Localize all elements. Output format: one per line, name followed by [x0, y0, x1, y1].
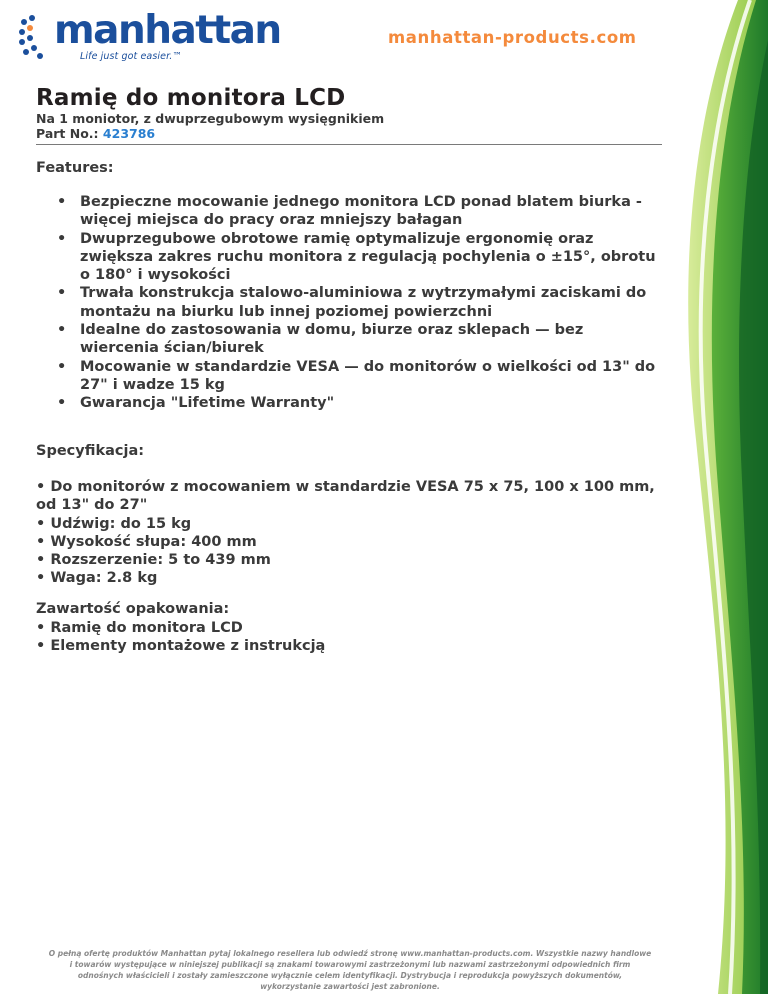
package-item: • Elementy montażowe z instrukcją: [36, 638, 326, 655]
product-title: Ramię do monitora LCD: [36, 85, 346, 111]
manhattan-logo: [18, 8, 281, 68]
footer-line: i towarów występujące w niniejszej publikacji są znakami towarowymi zastrzeżonymi lub nazwami zastrzeżonymi odpowiednich firm: [69, 960, 631, 969]
package-item: • Ramię do monitora LCD: [36, 620, 243, 636]
footer-line: O pełną ofertę produktów Manhattan pytaj lokalnego resellera lub odwiedź stronę www.manhattan-products.com. Wszystkie nazwy handlowe: [48, 949, 652, 958]
spec-item: • Waga: 2.8 kg: [36, 570, 158, 587]
footer-line: wykorzystanie zawartości jest zabronione.: [260, 982, 440, 991]
feature-item: • Gwarancja "Lifetime Warranty": [55, 394, 665, 412]
package-list: [36, 619, 661, 656]
package-heading: Zawartość opakowania:: [36, 601, 230, 617]
spec-item: • Rozszerzenie: 5 to 439 mm: [36, 552, 271, 569]
footer-line: odnośnych właścicieli i zostały zamieszczone wyłącznie celem identyfikacji. Dystrybucja i reprodukcja powyższych dokumentów,: [77, 971, 623, 980]
specs-heading: Specyfikacja:: [36, 443, 145, 459]
part-number-label: Part No.:: [36, 126, 99, 141]
title-divider: [36, 144, 662, 145]
part-number-value: 423786: [102, 126, 156, 141]
legal-footer: [30, 948, 670, 992]
specs-list: [36, 478, 661, 588]
site-url: manhattan-products.com: [388, 28, 637, 47]
feature-item: • Trwała konstrukcja stalowo-aluminiowa z wytrzymałymi zaciskami do montażu na biurku lub innej poziomej powierzchni: [55, 284, 665, 321]
feature-item: • Idealne do zastosowania w domu, biurze oraz sklepach — bez wiercenia ścian/biurek: [55, 321, 665, 358]
product-subtitle: Na 1 moniotor, z dwuprzegubowym wysięgnikiem: [36, 111, 385, 126]
feature-item: • Dwuprzegubowe obrotowe ramię optymalizuje ergonomię oraz zwiększa zakres ruchu monitora z regulacją pochylenia o ±15°, obrotu o 180° i wysokości: [55, 230, 665, 285]
feature-item: • Mocowanie w standardzie VESA — do monitorów o wielkości od 13" do 27" i wadze 15 kg: [55, 358, 665, 395]
features-heading: Features:: [36, 160, 114, 176]
spec-item: • Wysokość słupa: 400 mm: [36, 533, 257, 550]
feature-item: • Bezpieczne mocowanie jednego monitora LCD ponad blatem biurka - więcej miejsca do pracy oraz mniejszy bałagan: [55, 193, 665, 230]
part-number-line: [36, 126, 155, 141]
logo-tagline: Life just got easier.™: [80, 51, 182, 62]
features-list: [55, 193, 665, 413]
spec-item: • Udźwig: do 15 kg: [36, 515, 192, 532]
spec-item: • Do monitorów z mocowaniem w standardzie VESA 75 x 75, 100 x 100 mm, od 13" do 27": [36, 479, 655, 514]
logo-wordmark: manhattan: [54, 8, 281, 53]
